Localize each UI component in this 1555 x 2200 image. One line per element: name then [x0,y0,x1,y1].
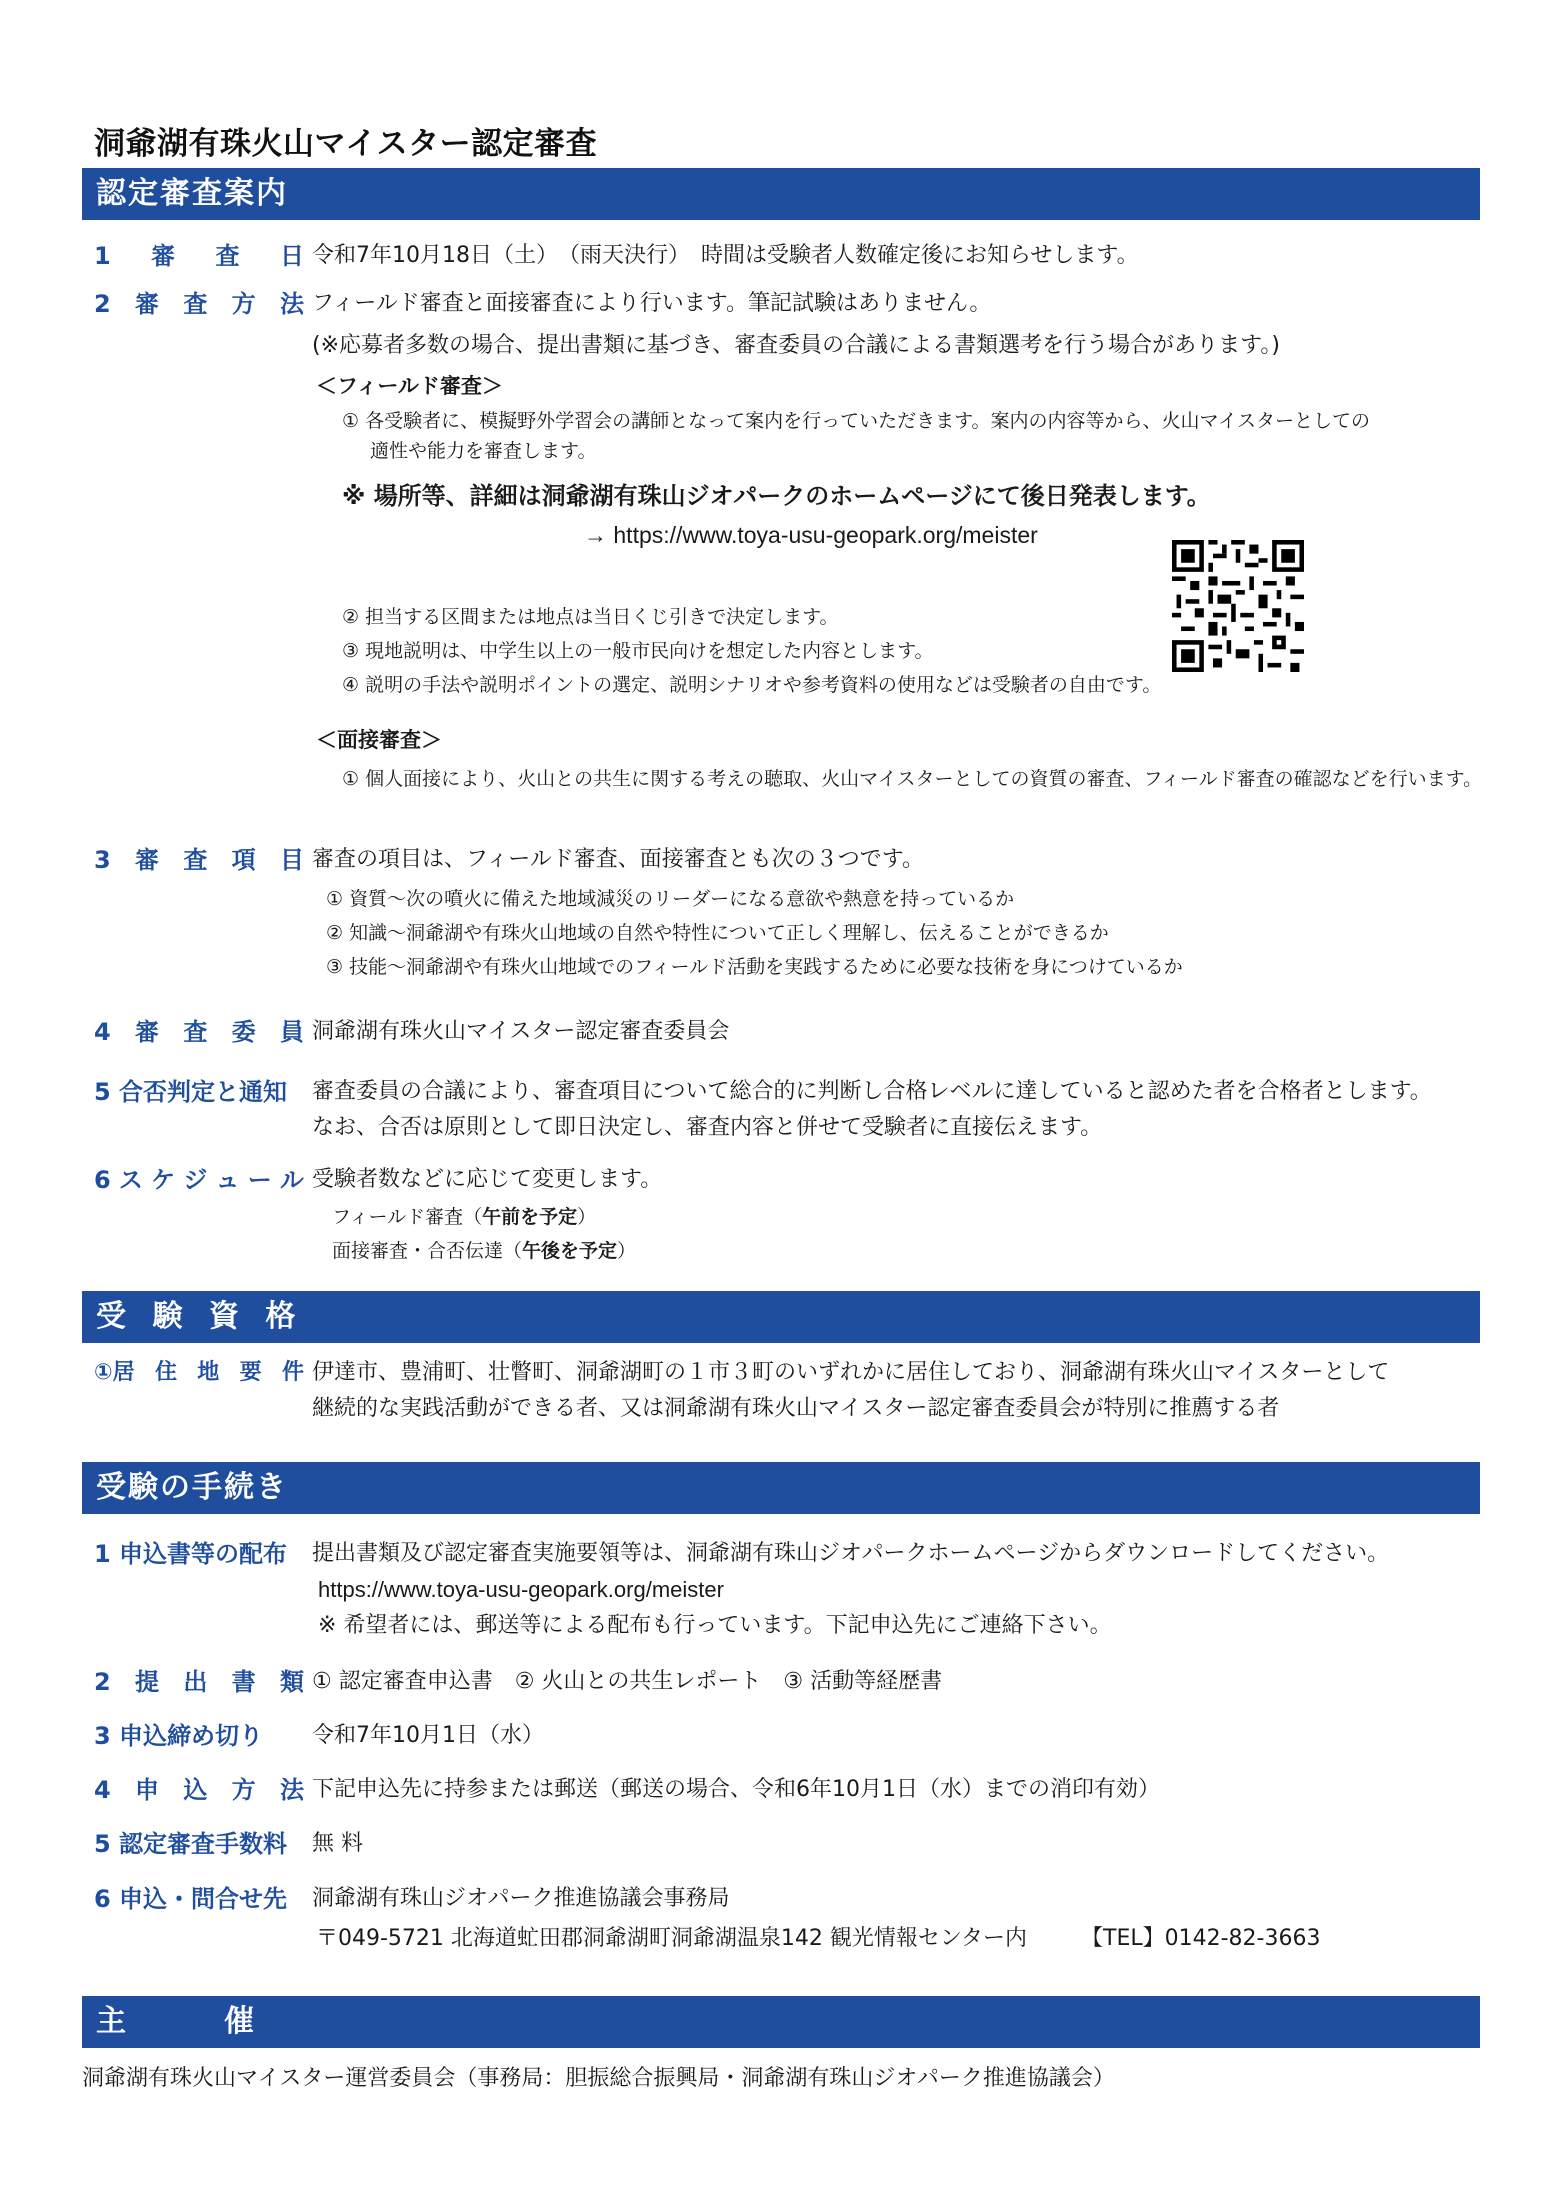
sponsor-text: 洞爺湖有珠火山マイスター運営委員会（事務局：胆振総合振興局・洞爺湖有珠山ジオパーク推進協議会） [82,2066,1115,2091]
notice-text: ※ 場所等、詳細は洞爺湖有珠山ジオパークのホームページにて後日発表します。 [342,482,1211,510]
procedure-documents-text: ① 認定審査申込書 ② 火山との共生レポート ③ 活動等経歴書 [312,1669,943,1694]
guide-schedule-text: 受験者数などに応じて変更します。 フィールド審査（午前を予定） 面接審査・合否伝達（午後を予定） [312,1162,1482,1268]
procedure-distribution-text: 提出書類及び認定審査実施要領等は、洞爺湖有珠山ジオパークホームページからダウンロードしてください。 https://www.toya-usu-geopark.org/meister ※ 希望者には、郵送等による配布も行っています。下記申込先にご連絡下さい。 [312,1536,1482,1644]
procedure-fee-label: 5 認定審査手数料 [94,1830,288,1858]
interview-heading: ＜面接審査＞ [316,728,442,752]
procedure-deadline-label: 3 申込締め切り [94,1722,264,1750]
schedule-interview: 面接審査・合否伝達（午後を予定） [332,1240,637,1262]
guide-date-text: 令和7年10月18日（土） （雨天決行） 時間は受験者人数確定後にお知らせします。 [312,243,1139,268]
procedure-documents-label: 2 提 出 書 類 [94,1668,304,1696]
page-title: 洞爺湖有珠火山マイスター認定審査 [94,126,598,162]
qualification-label: ①居 住 地 要 件 [94,1360,304,1385]
guide-committee-text: 洞爺湖有珠火山マイスター認定審査委員会 [312,1019,730,1044]
procedure-contact-text: 洞爺湖有珠山ジオパーク推進協議会事務局 〒049-5721 北海道虻田郡洞爺湖町洞爺湖温泉142 観光情報センター内 【TEL】0142-82-3663 [312,1886,1321,1951]
section-header-guide: 認定審査案内 [82,168,1480,220]
qualification-text: 伊達市、豊浦町、壮瞥町、洞爺湖町の１市３町のいずれかに居住しており、洞爺湖有珠火山マイスターとして 継続的な実践活動ができる者、又は洞爺湖有珠火山マイスター認定審査委員会が特別に推薦する者 [312,1360,1390,1421]
contact-address: 〒049-5721 北海道虻田郡洞爺湖町洞爺湖温泉142 観光情報センター内 [316,1926,1028,1951]
section-header-procedure: 受験の手続き [82,1462,1480,1514]
guide-method-label: 2 審 査 方 法 [94,290,304,318]
procedure-contact-label: 6 申込・問合せ先 [94,1885,288,1913]
field-review-heading: ＜フィールド審査＞ [316,374,503,398]
guide-schedule-label: 6 ス ケ ジ ュ ー ル [94,1166,304,1194]
section-header-qualification: 受 験 資 格 [82,1291,1480,1343]
guide-method-text: フィールド審査と面接審査により行います。筆記試験はありません。 (※応募者多数の場合、提出書類に基づき、審査委員の合議による書類選考を行う場合があります。) ＜フィールド審査＞ ① 各受験者に、模擬野外学習会の講師となって案内を行っていただきます。案内の内容等から、火山マイスターとしての 適性や能力を審査します。 ※ 場所等、詳細は洞爺湖有珠山ジオパークのホームページにて後日発表します。 → https://www.toya-usu-geopark.org/meister ② 担当する区間または地点は当日くじ引きで決定します。 ③ 現地説明は、中学生以上の一般市民向けを想定した内容とします。 ④ 説明の手法や説明ポイントの選定、説明シナリオや参考資料の使用などは受験者の自由です。 ＜面接審査＞ ① 個人面接により、火山との共生に関する考えの聴取、火山マイスターとしての資質の審査、フィールド審査の確認などを行います。 [312,291,1483,790]
schedule-field: フィールド審査（午前を予定） [332,1206,597,1228]
guide-date-label: 1 審 査 日 [94,242,304,270]
section-header-sponsor: 主 催 [82,1996,1480,2048]
meister-url-link: → https://www.toya-usu-geopark.org/meister [584,522,1038,548]
guide-judgement-label: 5 合否判定と通知 [94,1078,288,1106]
guide-items-text: 審査の項目は、フィールド審査、面接審査とも次の３つです。 ① 資質～次の噴火に備えた地域減災のリーダーになる意欲や熱意を持っているか ② 知識～洞爺湖や有珠火山地域の自然や特性について正しく理解し、伝えることができるか ③ 技能～洞爺湖や有珠火山地域でのフィールド活動を実践するために必要な技術を身につけているか [312,847,1183,978]
guide-committee-label: 4 審 査 委 員 [94,1018,304,1046]
contact-tel: 【TEL】0142-82-3663 [1081,1926,1321,1951]
download-url-link[interactable]: https://www.toya-usu-geopark.org/meister [318,1577,724,1602]
guide-items-label: 3 審 査 項 目 [94,846,304,874]
procedure-distribution-label: 1 申込書等の配布 [94,1540,288,1568]
qr-code-icon [1172,540,1304,672]
procedure-deadline-text: 令和7年10月1日（水） [312,1723,544,1748]
procedure-method-text: 下記申込先に持参または郵送（郵送の場合、令和6年10月1日（水）までの消印有効） [312,1777,1160,1802]
procedure-fee-text: 無 料 [312,1831,363,1856]
guide-judgement-text: 審査委員の合議により、審査項目について総合的に判断し合格レベルに達していると認めた者を合格者とします。 なお、合否は原則として即日決定し、審査内容と併せて受験者に直接伝えます。 [312,1079,1432,1140]
procedure-method-label: 4 申 込 方 法 [94,1776,304,1804]
